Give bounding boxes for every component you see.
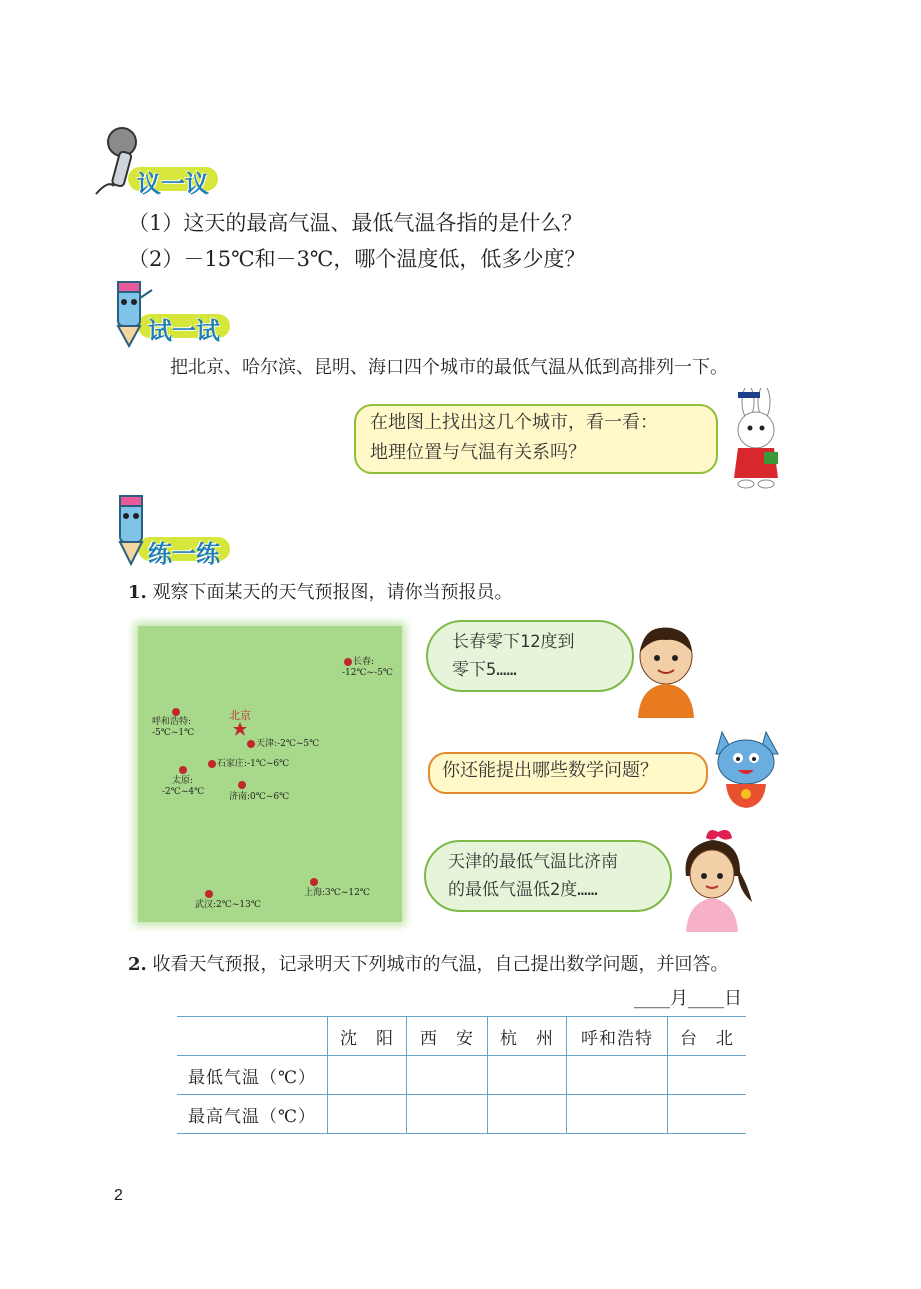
city-dot [310,878,318,886]
item-text: 收看天气预报，记录明天下列城市的气温，自己提出数学问题，并回答。 [152,954,729,975]
table-row-label: 最低气温（℃） [177,1056,328,1095]
capital-star-icon [233,722,247,736]
city-dot [172,708,180,716]
city-label-shijiazhuang: 石家庄:-1℃~6℃ [217,759,290,769]
table-input-cell[interactable] [328,1056,407,1095]
city-temp-taiyuan: -2℃~4℃ [162,787,205,797]
city-label-hohhot: 呼和浩特: [152,717,192,727]
girl-speech-line-1: 天津的最低气温比济南 [448,852,618,872]
table-input-cell[interactable] [328,1095,407,1134]
city-dot [179,766,187,774]
table-input-cell[interactable] [488,1056,567,1095]
discuss-question-2: （2）－15℃和－3℃，哪个温度低，低多少度？ [128,247,586,271]
weather-map [138,626,402,922]
boy-speech-line-2: 零下5…… [452,660,517,680]
practice-item-1 [128,578,513,604]
city-label-wuhan: 武汉:2℃~13℃ [195,900,261,910]
page-number: 2 [114,1187,123,1204]
table-input-cell[interactable] [567,1095,668,1134]
city-temp-hohhot: -5℃~1℃ [152,728,195,738]
try-title: 试一试 [148,317,220,345]
table-header-cell: 沈 阳 [328,1017,407,1056]
item-number: 2. [128,954,147,975]
girl-character-icon [678,826,758,932]
boy-character-icon [630,622,702,718]
girl-speech-line-2: 的最低气温低2度…… [448,880,598,900]
city-dot [247,740,255,748]
city-dot [208,760,216,768]
practice-item-2 [128,950,729,976]
girl-speech-bubble [424,840,672,912]
table-header-cell: 杭 州 [488,1017,567,1056]
rabbit-speech-line-1: 在地图上找出这几个城市，看一看： [370,412,658,433]
table-input-cell[interactable] [488,1095,567,1134]
discuss-question-1: （1）这天的最高气温、最低气温各指的是什么？ [128,211,583,235]
table-input-cell[interactable] [567,1056,668,1095]
cat-speech-bubble [428,752,708,794]
boy-speech-line-1: 长春零下12度到 [452,632,575,652]
rabbit-character-icon [716,388,796,493]
item-text: 观察下面某天的天气预报图，请你当预报员。 [152,582,513,603]
rabbit-speech-bubble [354,404,718,474]
table-row-label: 最高气温（℃） [177,1095,328,1134]
table-input-cell[interactable] [668,1095,747,1134]
table-input-cell[interactable] [668,1056,747,1095]
practice-title: 练一练 [148,540,220,568]
temperature-record-table [177,1016,746,1134]
table-input-cell[interactable] [407,1056,488,1095]
table-header-cell: 西 安 [407,1017,488,1056]
city-dot [344,658,352,666]
city-label-shanghai: 上海:3℃~12℃ [304,888,370,898]
boy-speech-bubble [426,620,634,692]
item-number: 1. [128,582,147,603]
table-row [177,1095,746,1134]
city-label-taiyuan: 太原: [172,776,194,786]
cat-speech-text: 你还能提出哪些数学问题？ [442,760,658,781]
city-dot [205,890,213,898]
discuss-title: 议一议 [137,170,209,198]
table-header-cell: 台 北 [668,1017,747,1056]
table-row [177,1056,746,1095]
rabbit-speech-line-2: 地理位置与气温有关系吗？ [370,442,586,463]
try-instruction: 把北京、哈尔滨、昆明、海口四个城市的最低气温从低到高排列一下。 [170,357,728,378]
city-label-tianjin: 天津:-2℃~5℃ [256,739,320,749]
city-dot [238,781,246,789]
table-header-row [177,1017,746,1056]
date-fill-blank[interactable]: ____月____日 [634,988,742,1009]
table-header-cell: 呼和浩特 [567,1017,668,1056]
cat-character-icon [708,724,788,814]
city-label-jinan: 济南:0℃~6℃ [229,792,290,802]
city-label-changchun: 长春: [353,657,375,667]
city-temp-changchun: -12℃~-5℃ [342,668,393,678]
table-input-cell[interactable] [407,1095,488,1134]
pencil-mascot-icon [104,278,154,350]
table-corner-cell [177,1017,328,1056]
capital-label-beijing: 北京 [229,709,251,722]
